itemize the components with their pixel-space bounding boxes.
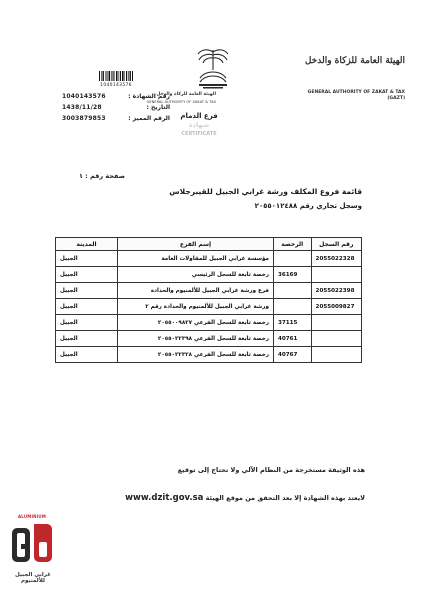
table-row [56, 331, 362, 347]
column-header-city: المدينة [56, 238, 118, 251]
cell-license [273, 299, 311, 315]
left-authority-ar: الهيئة العامة للزكاة والدخل [156, 92, 216, 97]
cell-city: الجبيل [56, 315, 118, 331]
page-number: صفحة رقم : ١ [78, 172, 125, 180]
cell-license: 40761 [273, 331, 311, 347]
cell-register: 2055022398 [311, 283, 361, 299]
barcode-icon [99, 71, 133, 81]
cell-city: الجبيل [56, 251, 118, 267]
footer-verification-text: لايعتد بهذه الشهادة إلا بعد التحقق من موقع الهيئة [205, 494, 365, 502]
authority-name-en [265, 90, 405, 102]
table-row [56, 283, 362, 299]
cell-license [273, 251, 311, 267]
left-authority-en: GENERAL AUTHORITY OF ZAKAT & TAX [146, 100, 216, 104]
table-row [56, 299, 362, 315]
cell-branch-name: رخصة تابعة للسجل الرئيسي [117, 267, 273, 283]
cell-city: الجبيل [56, 267, 118, 283]
cell-register [311, 331, 361, 347]
cell-branch-name: مؤسسة غرابي الجبيل للمقاولات العامة [117, 251, 273, 267]
table-row [56, 315, 362, 331]
date-value: 1438/11/28 [62, 104, 102, 111]
document-title: قائمة فروع المكلف ورشة غرابي الجبيل للقيبرجلاس [169, 187, 362, 196]
barcode-number: 1040143576 [100, 83, 132, 88]
footer-no-signature-note: هذه الوثيقة مستخرجة من النظام الآلي ولا تحتاج إلى توقيع [177, 466, 365, 474]
cell-branch-name: ورشة غرابي الجبيل للألمنيوم والحدادة رقم ٢ [117, 299, 273, 315]
cell-branch-name: رخصة تابعة للسجل الفرعي ٢٠٥٥٠٢٢٣٩٨ [117, 331, 273, 347]
authority-name-ar: الهيئة العامة للزكاة والدخل [304, 56, 405, 66]
authority-name-en-sub: (GAZT) [387, 96, 405, 101]
cell-register: 2055022328 [311, 251, 361, 267]
verification-link[interactable]: www.dzit.gov.sa [125, 493, 204, 503]
cell-city: الجبيل [56, 299, 118, 315]
cell-register [311, 347, 361, 363]
cell-branch-name: فرع ورشة غرابي الجبيل للألمنيوم والحدادة [117, 283, 273, 299]
tin-value: 3003879853 [62, 115, 106, 122]
cell-license [273, 283, 311, 299]
certificate-title-ar: شهادة [188, 121, 210, 129]
cell-city: الجبيل [56, 347, 118, 363]
cell-branch-name: رخصة تابعة للسجل الفرعي ٢٠٥٥٠٢٢٣٢٨ [117, 347, 273, 363]
cell-license: 36169 [273, 267, 311, 283]
company-name-ar: غرابي الجبيل للألمنيوم [15, 572, 51, 584]
table-header-row [56, 238, 362, 251]
branch-name: فرع الدمام [180, 112, 218, 120]
cell-branch-name: رخصة تابعة للسجل الفرعي ٢٠٥٥٠٠٩٨٢٧ [117, 315, 273, 331]
table-row [56, 267, 362, 283]
authority-name-en-main: GENERAL AUTHORITY OF ZAKAT & TAX [307, 90, 405, 95]
cell-register [311, 315, 361, 331]
cell-license: 40767 [273, 347, 311, 363]
certificate-number-label: رقم الشهادة : [128, 93, 170, 100]
column-header-register: رقم السجل [311, 238, 361, 251]
cell-register: 2055009827 [311, 299, 361, 315]
branches-table [55, 237, 362, 363]
footer-verification-note [70, 493, 365, 503]
logo-top-text: ALUMINIUM [17, 514, 47, 519]
table-row [56, 347, 362, 363]
cell-license: 37115 [273, 315, 311, 331]
tin-label: الرقم المميز : [128, 115, 170, 122]
date-label: التاريخ : [146, 104, 170, 111]
column-header-license: الرخصة [273, 238, 311, 251]
gharabi-aluminium-logo-icon [8, 514, 56, 580]
cell-register [311, 267, 361, 283]
certificate-number-value: 1040143576 [62, 93, 106, 100]
cell-city: الجبيل [56, 283, 118, 299]
cell-city: الجبيل [56, 331, 118, 347]
commercial-register-line: وسجل تجاري رقم ٢٠٥٥٠١٢٤٨٨ [254, 202, 362, 210]
column-header-branch-name: إسم الفرع [117, 238, 273, 251]
certificate-title-en: CERTIFICATE [181, 131, 217, 137]
table-row [56, 251, 362, 267]
palm-swords-emblem-icon [191, 44, 235, 92]
